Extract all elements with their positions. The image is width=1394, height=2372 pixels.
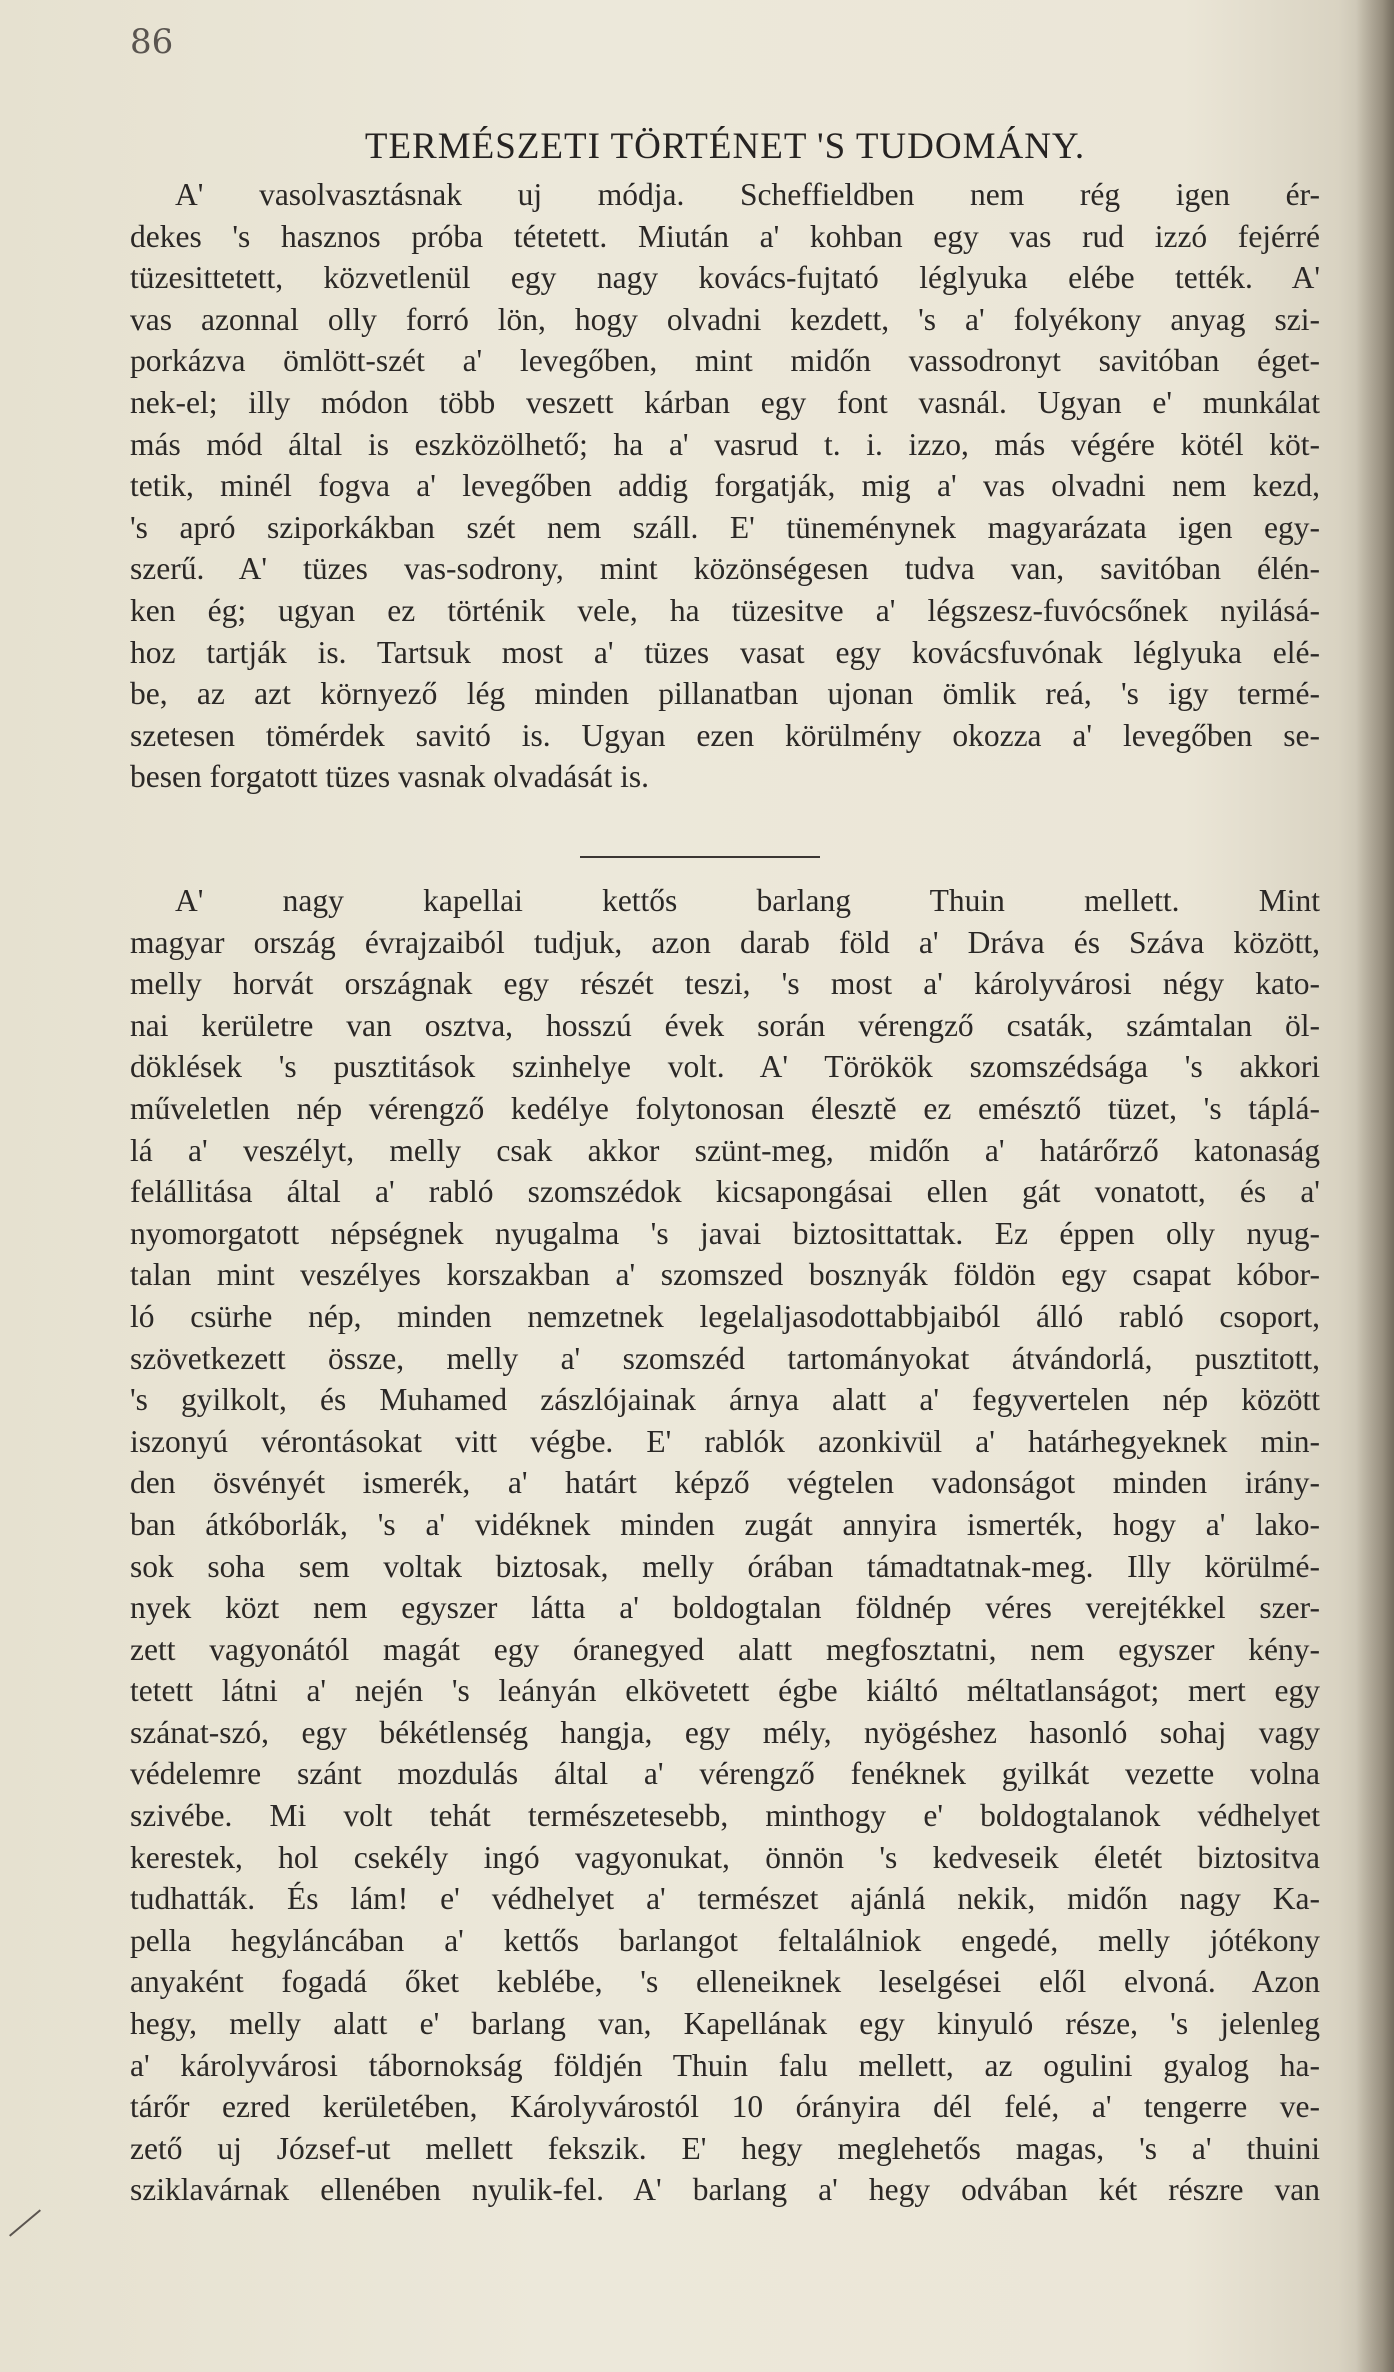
text-line: zető uj József-ut mellett fekszik. E' hegy meglehetős magas, 's a' thuini	[130, 2130, 1320, 2166]
section-kapella-cave	[130, 880, 1320, 2211]
text-line: hoz tartják is. Tartsuk most a' tüzes vasat egy kovácsfuvónak léglyuka elé-	[130, 634, 1320, 670]
text-line: talan mint veszélyes korszakban a' szomszed bosznyák földön egy csapat kóbor-	[130, 1257, 1320, 1293]
text-line: besen forgatott tüzes vasnak olvadását is.	[130, 759, 650, 795]
text-line: védelemre szánt mozdulás által a' vérengző fenéknek gyilkát vezette volna	[130, 1756, 1320, 1792]
text-line: sziklavárnak ellenében nyulik-fel. A' barlang a' hegy odvában két részre van	[130, 2172, 1320, 2208]
text-line: tetett látni a' nején 's leányán elkövetett égbe kiáltó méltatlanságot; mert egy	[130, 1673, 1320, 1709]
text-line: szivébe. Mi volt tehát természetesebb, minthogy e' boldogtalanok védhelyet	[130, 1798, 1320, 1834]
text-line: vas azonnal olly forró lön, hogy olvadni kezdett, 's a' folyékony anyag szi-	[130, 301, 1320, 337]
page-title: TERMÉSZETI TÖRTÉNET 'S TUDOMÁNY.	[364, 126, 1086, 167]
text-line: kerestek, hol csekély ingó vagyonukat, önnön 's kedveseik életét biztositva	[130, 1839, 1320, 1875]
text-line: hegy, melly alatt e' barlang van, Kapellának egy kinyuló része, 's jelenleg	[130, 2006, 1320, 2042]
text-line: tüzesittetett, közvetlenül egy nagy kovács-fujtató léglyuka elébe tették. A'	[130, 260, 1320, 296]
text-line: más mód által is eszközölhető; ha a' vasrud t. i. izzo, más végére kötél köt-	[130, 426, 1320, 462]
text-line: szetesen tömérdek savitó is. Ugyan ezen körülmény okozza a' levegőben se-	[130, 717, 1320, 753]
text-line: melly horvát országnak egy részét teszi, 's most a' károlyvárosi négy kato-	[130, 966, 1320, 1002]
text-line: magyar ország évrajzaiból tudjuk, azon darab föld a' Dráva és Száva között,	[130, 924, 1320, 960]
text-line: ken ég; ugyan ez történik vele, ha tüzesitve a' légszesz-fuvócsőnek nyilásá-	[130, 592, 1320, 628]
text-line: be, az azt környező lég minden pillanatban ujonan ömlik reá, 's igy termé-	[130, 676, 1320, 712]
text-line: lá a' veszélyt, melly csak akkor szünt-meg, midőn a' határőrző katonaság	[130, 1132, 1320, 1168]
text-line: nyomorgatott népségnek nyugalma 's javai biztosittattak. Ez éppen olly nyug-	[130, 1215, 1320, 1251]
margin-pencil-mark	[9, 2209, 41, 2236]
text-line: nek-el; illy módon több veszett kárban egy font vasnál. Ugyan e' munkálat	[130, 384, 1320, 420]
text-line: porkázva ömlött-szét a' levegőben, mint midőn vassodronyt savitóban éget-	[130, 343, 1320, 379]
text-line: iszonyú vérontásokat vitt végbe. E' rablók azonkivül a' határhegyeknek min-	[130, 1423, 1320, 1459]
text-line: tudhatták. És lám! e' védhelyet a' természet ajánlá nekik, midőn nagy Ka-	[130, 1881, 1320, 1917]
text-line: szövetkezett össze, melly a' szomszéd tartományokat átvándorlá, pusztitott,	[130, 1340, 1320, 1376]
text-line: anyaként fogadá őket keblébe, 's elleneiknek leselgései elől elvoná. Azon	[130, 1964, 1320, 2000]
text-line: döklések 's pusztitások szinhelye volt. A' Törökök szomszédsága 's akkori	[130, 1049, 1320, 1085]
text-line: nai kerületre van osztva, hosszú évek során vérengző csaták, számtalan öl-	[130, 1007, 1320, 1043]
text-line: tárőr ezred kerületében, Károlyvárostól 10 órányira dél felé, a' tengerre ve-	[130, 2089, 1320, 2125]
text-line: A' nagy kapellai kettős barlang Thuin mellett. Mint	[175, 883, 1320, 918]
text-line: műveletlen nép vérengző kedélye folytonosan élesztĕ ez emésztő tüzet, 's táplá-	[130, 1090, 1320, 1126]
text-line: dekes 's hasznos próba tétetett. Miután a' kohban egy vas rud izzó fejérré	[130, 218, 1320, 254]
text-line: sok soha sem voltak biztosak, melly órában támadtatnak-meg. Illy körülmé-	[130, 1548, 1320, 1584]
text-line: szánat-szó, egy békétlenség hangja, egy mély, nyögéshez hasonló sohaj vagy	[130, 1714, 1320, 1750]
text-line: zett vagyonától magát egy óranegyed alatt megfosztatni, nem egyszer kény-	[130, 1631, 1320, 1667]
text-line: tetik, minél fogva a' levegőben addig forgatják, mig a' vas olvadni nem kezd,	[130, 468, 1320, 504]
text-line: szerű. A' tüzes vas-sodrony, mint közönségesen tudva van, savitóban élén-	[130, 551, 1320, 587]
text-line: nyek közt nem egyszer látta a' boldogtalan földnép véres verejtékkel szer-	[130, 1590, 1320, 1626]
text-line: a' károlyvárosi tábornokság földjén Thuin falu mellett, az ogulini gyalog ha-	[130, 2047, 1320, 2083]
page-gutter-shadow	[1356, 0, 1394, 2372]
text-line: ban átkóborlák, 's a' vidéknek minden zugát annyira ismerték, hogy a' lako-	[130, 1506, 1320, 1542]
page-number: 86	[130, 22, 174, 62]
text-line: pella hegyláncában a' kettős barlangot feltalálniok engedé, melly jótékony	[130, 1922, 1320, 1958]
text-line: felállitása által a' rabló szomszédok kicsapongásai ellen gát vonatott, és a'	[130, 1174, 1320, 1210]
text-line: 's apró sziporkákban szét nem száll. E' tüneménynek magyarázata igen egy-	[130, 509, 1320, 545]
text-line: den ösvényét ismerék, a' határt képző végtelen vadonságot minden irány-	[130, 1465, 1320, 1501]
section-divider	[580, 856, 820, 858]
text-line: A' vasolvasztásnak uj módja. Scheffieldben nem rég igen ér-	[175, 177, 1320, 212]
text-line: 's gyilkolt, és Muhamed zászlójainak árnya alatt a' fegyvertelen nép között	[130, 1382, 1320, 1418]
text-line: ló csürhe nép, minden nemzetnek legelaljasodottabbjaiból álló rabló csoport,	[130, 1298, 1320, 1334]
section-iron-smelting	[130, 174, 1320, 798]
